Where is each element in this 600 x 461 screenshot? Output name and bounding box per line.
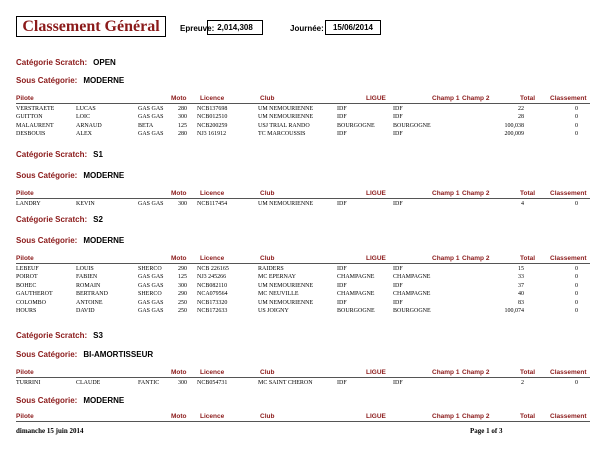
table-cell: 83: [518, 299, 524, 306]
subcategory-label: Sous Catégorie:: [16, 236, 78, 245]
journee-value: 15/06/2014: [325, 20, 381, 35]
subcategory-heading: [16, 76, 124, 85]
table-cell: BERTRAND: [76, 291, 108, 298]
subcategory-label: Sous Catégorie:: [16, 76, 78, 85]
table-cell: TURRINI: [16, 380, 41, 386]
table-cell: GAS GAS: [138, 282, 164, 289]
subcategory-label: Sous Catégorie:: [16, 171, 78, 180]
table-cell: NCB200259: [197, 122, 228, 129]
table-cell: DESBOUIS: [16, 131, 46, 138]
column-header: Moto: [171, 190, 187, 197]
table-cell: 250: [178, 299, 187, 306]
subcategory-value: BI-AMORTISSEUR: [83, 350, 154, 359]
column-header: Classement: [550, 190, 587, 197]
table-cell: NCB082110: [197, 282, 228, 289]
table-cell: MC NEUVILLE: [258, 291, 299, 298]
table-cell: 33: [518, 274, 524, 281]
table-cell: IDF: [393, 201, 403, 207]
category-heading: [16, 150, 103, 159]
table-cell: POIROT: [16, 274, 38, 281]
table-cell: LOIC: [76, 114, 90, 121]
column-header: Champ 2: [462, 95, 490, 102]
table-cell: ROMAIN: [76, 282, 101, 289]
table-cell: UM NEMOURIENNE: [258, 201, 314, 207]
table-cell: 0: [575, 380, 578, 386]
subcategory-heading: [16, 171, 124, 180]
category-label: Catégorie Scratch:: [16, 331, 88, 340]
table-cell: BOURGOGNE: [337, 122, 375, 129]
table-cell: LOUIS: [76, 266, 94, 272]
header-divider: [16, 198, 590, 199]
footer-page-number: Page 1 of 3: [470, 427, 503, 435]
table-cell: UM NEMOURIENNE: [258, 114, 314, 121]
journee-label: Journée:: [290, 24, 324, 33]
category-value: S2: [93, 215, 103, 224]
subcategory-value: MODERNE: [83, 76, 125, 85]
column-header: LIGUE: [366, 413, 386, 420]
table-cell: IDF: [337, 201, 347, 207]
table-cell: VERSTRAETE: [16, 106, 55, 112]
column-header: Pilote: [16, 369, 34, 376]
table-cell: 125: [178, 274, 187, 281]
table-cell: BOURGOGNE: [393, 122, 431, 129]
column-header: Pilote: [16, 190, 34, 197]
table-cell: IDF: [393, 282, 403, 289]
table-cell: NCB054731: [197, 380, 228, 386]
category-value: OPEN: [93, 58, 116, 67]
table-cell: 300: [178, 114, 187, 121]
subcategory-heading: [16, 350, 153, 359]
table-cell: 200,009: [504, 131, 524, 138]
table-cell: NCB173320: [197, 299, 228, 306]
column-header: Moto: [171, 413, 187, 420]
table-cell: IDF: [393, 380, 403, 386]
table-cell: CHAMPAGNE: [337, 291, 375, 298]
table-cell: 300: [178, 282, 187, 289]
column-header: Classement: [550, 95, 587, 102]
epreuve-label: Epreuve:: [180, 24, 215, 33]
table-cell: TC MARCOUSSIS: [258, 131, 306, 138]
category-label: Catégorie Scratch:: [16, 150, 88, 159]
table-cell: 300: [178, 380, 187, 386]
table-cell: LEBEUF: [16, 266, 39, 272]
table-cell: DAVID: [76, 308, 95, 314]
table-cell: 0: [575, 122, 578, 129]
column-header: Licence: [200, 255, 225, 262]
table-cell: UM NEMOURIENNE: [258, 282, 314, 289]
table-cell: NCB137698: [197, 106, 228, 112]
table-cell: CHAMPAGNE: [337, 274, 375, 281]
table-cell: NJ3 161912: [197, 131, 227, 138]
table-cell: FABIEN: [76, 274, 98, 281]
table-cell: 28: [518, 114, 524, 121]
table-cell: 250: [178, 308, 187, 314]
table-cell: FANTIC: [138, 380, 160, 386]
column-header: Licence: [200, 95, 225, 102]
table-cell: IDF: [393, 131, 403, 138]
subcategory-value: MODERNE: [83, 396, 125, 405]
column-header: LIGUE: [366, 369, 386, 376]
column-header: Total: [520, 95, 536, 102]
table-cell: GAS GAS: [138, 274, 164, 281]
column-header: Champ 2: [462, 369, 490, 376]
table-cell: GAS GAS: [138, 308, 164, 314]
column-header: Total: [520, 413, 536, 420]
table-cell: MC SAINT CHERON: [258, 380, 313, 386]
table-cell: NCB012510: [197, 114, 228, 121]
table-cell: 0: [575, 291, 578, 298]
table-cell: MALAURENT: [16, 122, 54, 129]
column-header: Club: [260, 413, 275, 420]
footer-date: dimanche 15 juin 2014: [16, 427, 84, 435]
table-cell: BOURGOGNE: [393, 308, 431, 314]
table-cell: IDF: [337, 114, 347, 121]
category-value: S3: [93, 331, 103, 340]
table-cell: UM NEMOURIENNE: [258, 299, 314, 306]
table-cell: IDF: [337, 282, 347, 289]
table-cell: 0: [575, 106, 578, 112]
table-cell: 0: [575, 299, 578, 306]
column-header: Classement: [550, 255, 587, 262]
table-cell: 22: [518, 106, 524, 112]
table-cell: GAS GAS: [138, 201, 164, 207]
table-cell: NCB 226165: [197, 266, 229, 272]
table-cell: 4: [521, 201, 524, 207]
table-cell: IDF: [393, 266, 403, 272]
table-cell: 280: [178, 131, 187, 138]
table-cell: GAS GAS: [138, 131, 164, 138]
table-cell: CLAUDE: [76, 380, 101, 386]
category-label: Catégorie Scratch:: [16, 215, 88, 224]
header-divider: [16, 103, 590, 104]
column-header: Classement: [550, 413, 587, 420]
table-cell: BOURGOGNE: [337, 308, 375, 314]
category-label: Catégorie Scratch:: [16, 58, 88, 67]
column-header: Champ 1: [432, 413, 460, 420]
table-cell: GAS GAS: [138, 106, 164, 112]
column-header: Champ 2: [462, 413, 490, 420]
subcategory-heading: [16, 236, 124, 245]
column-header: Licence: [200, 190, 225, 197]
table-cell: 40: [518, 291, 524, 298]
column-header: Pilote: [16, 413, 34, 420]
table-cell: LUCAS: [76, 106, 96, 112]
column-header: Total: [520, 369, 536, 376]
table-cell: 0: [575, 131, 578, 138]
column-header: Champ 1: [432, 95, 460, 102]
table-cell: SHERCO: [138, 266, 162, 272]
table-cell: IDF: [337, 380, 347, 386]
column-header: Pilote: [16, 95, 34, 102]
table-cell: 2: [521, 380, 524, 386]
report-title: Classement Général: [16, 16, 166, 37]
table-cell: MC EPERNAY: [258, 274, 296, 281]
subcategory-heading: [16, 396, 124, 405]
table-cell: ANTOINE: [76, 299, 103, 306]
header-divider: [16, 377, 590, 378]
column-header: Total: [520, 255, 536, 262]
column-header: Club: [260, 190, 275, 197]
subcategory-label: Sous Catégorie:: [16, 350, 78, 359]
table-cell: ALEX: [76, 131, 92, 138]
table-cell: NCB117454: [197, 201, 228, 207]
column-header: Champ 2: [462, 190, 490, 197]
category-value: S1: [93, 150, 103, 159]
table-cell: 290: [178, 266, 187, 272]
table-cell: UM NEMOURIENNE: [258, 106, 314, 112]
table-cell: GAS GAS: [138, 114, 164, 121]
table-cell: RAIDERS: [258, 266, 284, 272]
category-heading: [16, 58, 116, 67]
column-header: LIGUE: [366, 190, 386, 197]
table-cell: 0: [575, 308, 578, 314]
column-header: Pilote: [16, 255, 34, 262]
epreuve-value: 2,014,308: [207, 20, 263, 35]
table-cell: 0: [575, 201, 578, 207]
category-heading: [16, 215, 103, 224]
column-header: Classement: [550, 369, 587, 376]
subcategory-value: MODERNE: [83, 236, 125, 245]
column-header: Moto: [171, 255, 187, 262]
column-header: Licence: [200, 369, 225, 376]
column-header: LIGUE: [366, 95, 386, 102]
column-header: Champ 1: [432, 255, 460, 262]
table-cell: CHAMPAGNE: [393, 291, 431, 298]
table-cell: COLOMBO: [16, 299, 47, 306]
table-cell: BOHEC: [16, 282, 37, 289]
table-cell: IDF: [337, 299, 347, 306]
category-heading: [16, 331, 103, 340]
column-header: Club: [260, 255, 275, 262]
table-cell: GUITTON: [16, 114, 43, 121]
table-cell: BETA: [138, 122, 154, 129]
table-cell: 0: [575, 114, 578, 121]
table-cell: 280: [178, 106, 187, 112]
header-divider: [16, 263, 590, 264]
table-cell: ARNAUD: [76, 122, 102, 129]
table-cell: 290: [178, 291, 187, 298]
table-cell: IDF: [393, 106, 403, 112]
table-cell: LANDRY: [16, 201, 41, 207]
column-header: Total: [520, 190, 536, 197]
table-cell: 0: [575, 266, 578, 272]
table-cell: 0: [575, 274, 578, 281]
table-cell: IDF: [393, 299, 403, 306]
table-cell: 100,038: [504, 122, 524, 129]
table-cell: IDF: [337, 131, 347, 138]
column-header: LIGUE: [366, 255, 386, 262]
table-cell: USJ TRIAL RANDO: [258, 122, 310, 129]
table-cell: NCA079564: [197, 291, 228, 298]
table-cell: IDF: [337, 106, 347, 112]
column-header: Club: [260, 369, 275, 376]
column-header: Champ 2: [462, 255, 490, 262]
column-header: Licence: [200, 413, 225, 420]
table-cell: NJ3 245266: [197, 274, 227, 281]
table-cell: 100,074: [504, 308, 524, 314]
table-cell: GAS GAS: [138, 299, 164, 306]
table-cell: IDF: [393, 114, 403, 121]
table-cell: HOURS: [16, 308, 37, 314]
table-cell: 15: [518, 266, 524, 272]
table-cell: 0: [575, 282, 578, 289]
table-cell: 37: [518, 282, 524, 289]
table-cell: CHAMPAGNE: [393, 274, 431, 281]
table-cell: 300: [178, 201, 187, 207]
table-cell: NCB172633: [197, 308, 228, 314]
table-cell: US JOIGNY: [258, 308, 289, 314]
column-header: Moto: [171, 369, 187, 376]
header-divider: [16, 421, 590, 422]
table-cell: 125: [178, 122, 187, 129]
column-header: Champ 1: [432, 369, 460, 376]
column-header: Champ 1: [432, 190, 460, 197]
subcategory-label: Sous Catégorie:: [16, 396, 78, 405]
table-cell: GAUTHEROT: [16, 291, 53, 298]
subcategory-value: MODERNE: [83, 171, 125, 180]
column-header: Moto: [171, 95, 187, 102]
table-cell: KEVIN: [76, 201, 95, 207]
table-cell: IDF: [337, 266, 347, 272]
table-cell: SHERCO: [138, 291, 162, 298]
column-header: Club: [260, 95, 275, 102]
